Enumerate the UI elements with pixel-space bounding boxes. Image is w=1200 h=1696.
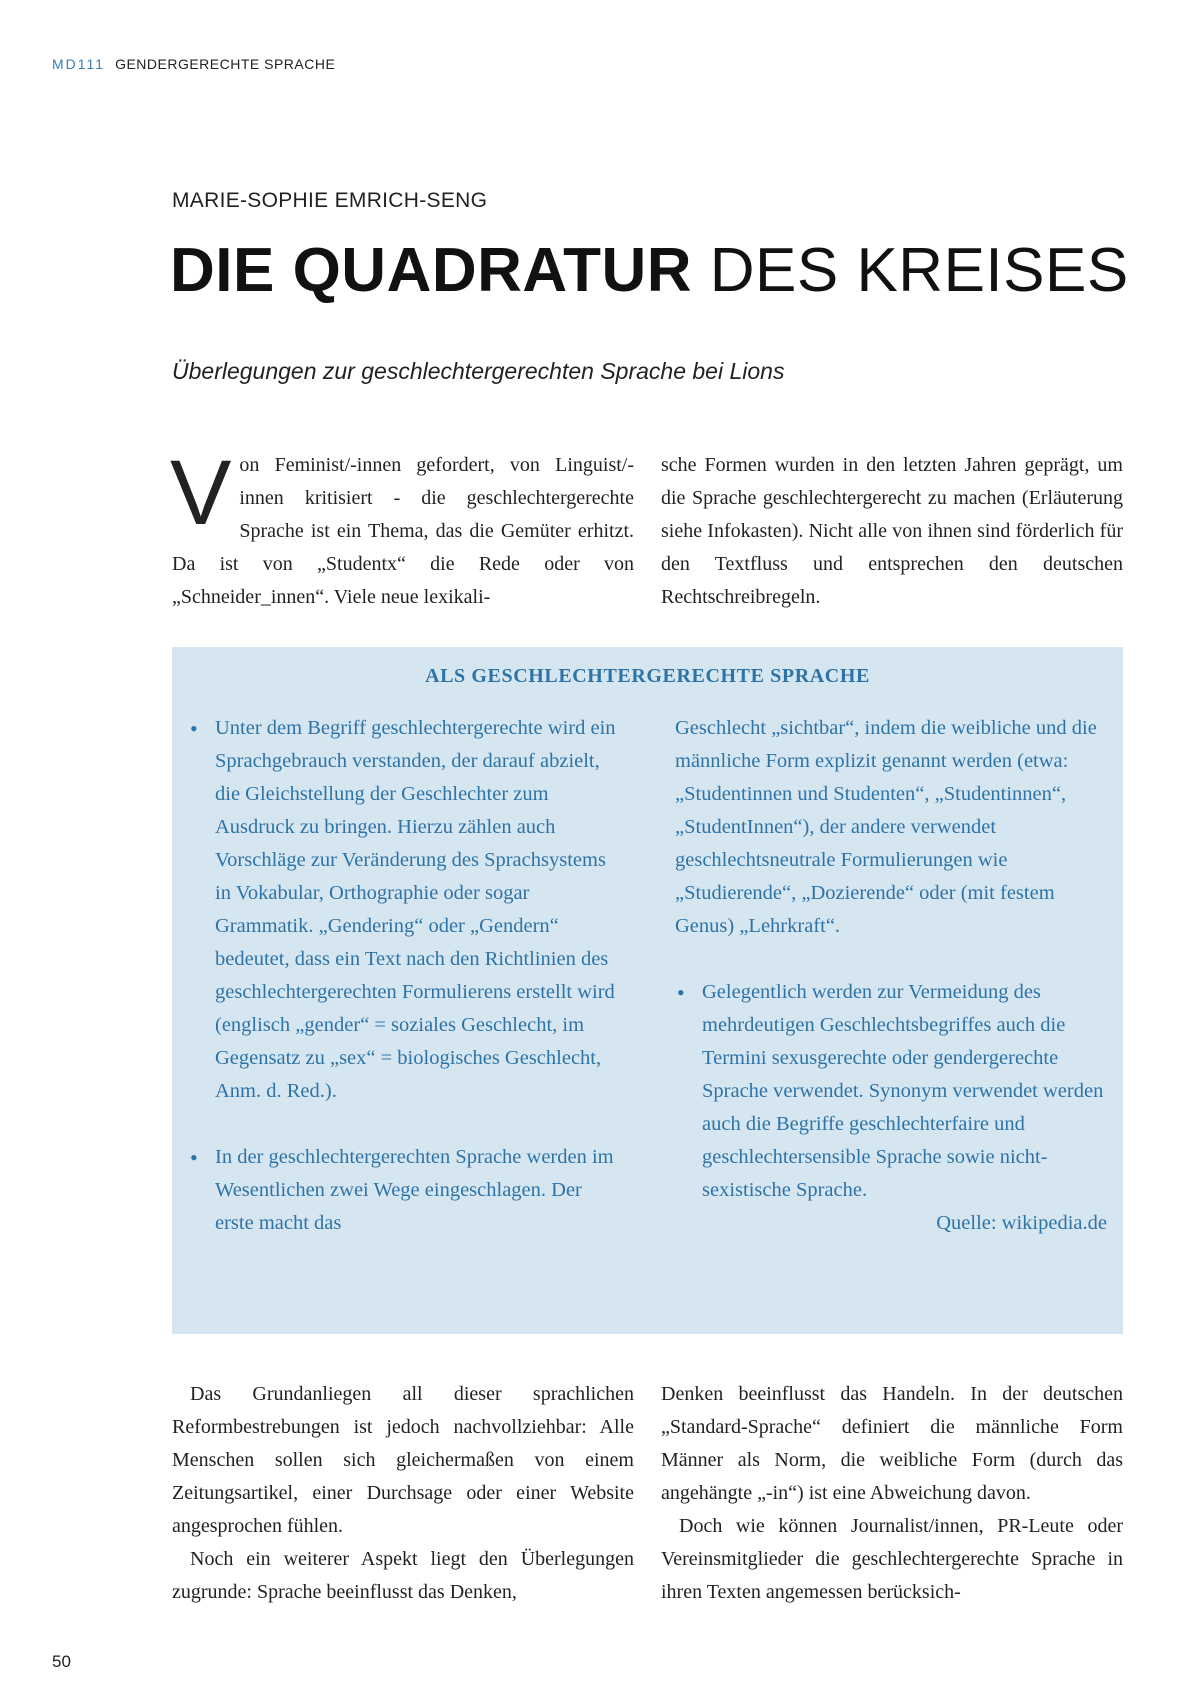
body-paragraph: Das Grundanliegen all dieser sprachlichen Reformbestrebungen ist jedoch nachvollziehbar: Alle Menschen sollen sich gleichermaßen von einem Zeitungsartikel, einer Durchsage oder einer Website angesprochen fühlen. bbox=[172, 1383, 634, 1537]
intro-column-left bbox=[170, 442, 634, 614]
info-box bbox=[172, 647, 1123, 1334]
info-box-column-right bbox=[675, 712, 1107, 1240]
info-box-title: ALS GESCHLECHTERGERECHTE SPRACHE bbox=[425, 665, 870, 687]
title-bold-part: DIE QUADRATUR bbox=[170, 236, 692, 305]
magazine-code: MD111 bbox=[52, 56, 106, 72]
body-column-right bbox=[661, 1378, 1123, 1609]
article-title bbox=[170, 236, 1129, 305]
info-bullet-two-ways: • In der geschlechtergerechten Sprache werden im Wesentlichen zwei Wege eingeschlagen. Der erste macht das bbox=[188, 1141, 618, 1240]
body-paragraph: Doch wie können Journalist/innen, PR-Leute oder Vereinsmitglieder die geschlechtergerechte Sprache in ihren Texten angemessen berücksich- bbox=[661, 1515, 1123, 1603]
running-header bbox=[52, 56, 335, 72]
body-column-left bbox=[172, 1378, 634, 1609]
info-continuation: Geschlecht „sichtbar“, indem die weibliche und die männliche Form explizit genannt werden (etwa: „Studentinnen und Studenten“, „Studentinnen“, „StudentInnen“), der andere verwendet geschlechtsneutrale Formulierungen wie „Studierende“, „Dozierende“ oder (mit festem Genus) „Lehrkraft“. bbox=[675, 717, 1097, 937]
intro-text-left: on Feminist/-innen gefordert, von Linguist/-innen kritisiert - die geschlechtergerechte Sprache ist ein Thema, das die Gemüter erhitzt. Da ist von „Studentx“ die Rede oder von „Schneider_innen“. Viele neue lexikali- bbox=[172, 454, 634, 608]
body-paragraph: Denken beeinflusst das Handeln. In der deutschen „Standard-Sprache“ definiert die männliche Form Männer als Norm, die weibliche Form (durch das angehängte „-in“) ist eine Abweichung davon. bbox=[661, 1383, 1123, 1504]
intro-column-right: sche Formen wurden in den letzten Jahren geprägt, um die Sprache geschlechtergerecht zu machen (Erläuterung siehe Infokasten). Nicht alle von ihnen sind förderlich für den Textfluss und entsprechen den deutschen Rechtschreibregeln. bbox=[661, 454, 1123, 608]
info-bullet-synonyms: • Gelegentlich werden zur Vermeidung des mehrdeutigen Geschlechtsbegriffes auch die Termini sexusgerechte oder gendergerechte Sprache verwendet. Synonym verwendet werden auch die Begriffe geschlechterfaire und geschlechtersensible Sprache sowie nicht-sexistische Sprache. bbox=[675, 976, 1107, 1207]
body-paragraph: Noch ein weiterer Aspekt liegt den Überlegungen zugrunde: Sprache beeinflusst das Denken, bbox=[172, 1548, 634, 1603]
article-subtitle: Überlegungen zur geschlechtergerechten Sprache bei Lions bbox=[172, 358, 785, 384]
info-source: Quelle: wikipedia.de bbox=[936, 1212, 1107, 1234]
info-box-column-left bbox=[188, 712, 618, 1240]
drop-cap: V bbox=[170, 442, 232, 544]
section-title: GENDERGERECHTE SPRACHE bbox=[115, 56, 336, 72]
title-light-part: DES KREISES bbox=[709, 236, 1129, 305]
author-name: MARIE-SOPHIE EMRICH-SENG bbox=[172, 189, 488, 212]
info-bullet-definition: • Unter dem Begriff geschlechtergerechte wird ein Sprachgebrauch verstanden, der darauf abzielt, die Gleichstellung der Geschlechter zum Ausdruck zu bringen. Hierzu zählen auch Vorschläge zur Veränderung des Sprachsystems in Vokabular, Orthographie oder sogar Grammatik. „Gendering“ oder „Gendern“ bedeutet, dass ein Text nach den Richtlinien des geschlechtergerechten Formulierens erstellt wird (englisch „gender“ = soziales Geschlecht, im Gegensatz zu „sex“ = biologisches Geschlecht, Anm. d. Red.). bbox=[188, 712, 618, 1108]
page-number: 50 bbox=[52, 1652, 71, 1671]
